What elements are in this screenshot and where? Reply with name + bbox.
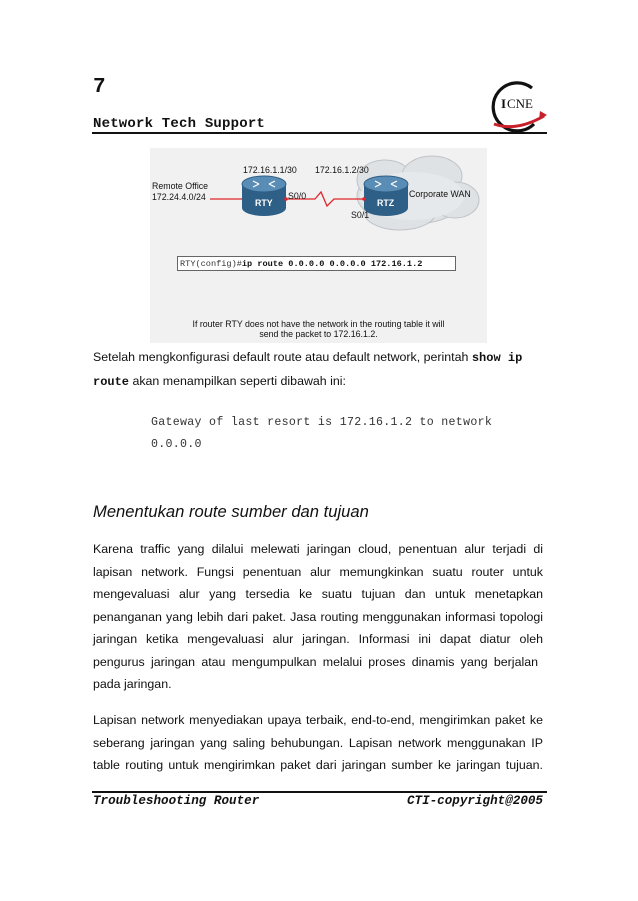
icne-logo: [486, 78, 548, 134]
corporate-wan-label: Corporate WAN: [409, 189, 471, 199]
header-title: Network Tech Support: [93, 116, 266, 132]
rtz-name-label: RTZ: [377, 198, 395, 208]
paragraph-1: [93, 538, 543, 696]
footer-left: Troubleshooting Router: [93, 794, 260, 808]
paragraph-line: Lapisan network menyediakan upaya terbaik, end-to-end, mengirimkan paket ke: [93, 713, 543, 727]
network-figure: [150, 148, 487, 343]
router-rtz-icon: [364, 176, 408, 216]
figure-caption: [150, 319, 487, 339]
remote-network-label: 172.24.4.0/24: [152, 192, 206, 202]
intro-text-2: akan menampilkan seperti dibawah ini:: [129, 373, 346, 388]
code-line-2: 0.0.0.0: [151, 438, 202, 451]
topology-diagram: [150, 148, 487, 343]
paragraph-line: Karena traffic yang dilalui melewati jaringan cloud, penentuan alur terjadi di: [93, 542, 543, 556]
logo-text: CNE: [507, 96, 533, 111]
command-prompt: RTY(config)#: [180, 259, 242, 269]
rtz-ip-label: 172.16.1.2/30: [315, 165, 369, 175]
paragraph-line: jaringan ketika mengevaluasi alur jaringan. Informasi ini dapat diatur oleh: [93, 632, 543, 646]
command-text: ip route 0.0.0.0 0.0.0.0 172.16.1.2: [241, 259, 423, 269]
intro-text-1: Setelah mengkonfigurasi default route atau default network, perintah: [93, 350, 472, 364]
paragraph-line: pada jaringan.: [93, 677, 172, 691]
intro-command-1: show ip: [471, 351, 523, 365]
section-heading: Menentukan route sumber dan tujuan: [93, 502, 369, 521]
footer-right: CTI-copyright@2005: [406, 794, 543, 808]
paragraph-2: [93, 709, 543, 777]
remote-office-label: Remote Office: [152, 181, 209, 191]
paragraph-line: mengevaluasi alur yang tersedia ke suatu tujuan dan untuk menetapkan: [93, 587, 543, 601]
caption-line-2: send the packet to 172.16.1.2.: [259, 329, 378, 339]
svg-text:I: I: [501, 96, 507, 111]
caption-line-1: If router RTY does not have the network in the routing table it will: [192, 319, 445, 329]
router-rty-icon: [242, 176, 286, 216]
code-line-1: Gateway of last resort is 172.16.1.2 to network: [151, 416, 493, 429]
paragraph-line: table routing untuk mengirimkan paket dari jaringan sumber ke jaringan tujuan.: [93, 758, 543, 772]
command-box: [177, 256, 456, 271]
rty-name-label: RTY: [255, 198, 273, 208]
intro-command-2: route: [93, 374, 130, 389]
footer-rule: [92, 791, 547, 793]
header-rule: [92, 132, 547, 134]
rty-ip-label: 172.16.1.1/30: [243, 165, 297, 175]
paragraph-line: penanganan yang lebih dari paket. Jasa routing menggunakan informasi topologi: [93, 609, 543, 624]
paragraph-line: lapisan network. Fungsi penentuan alur memungkinkan suatu router untuk: [93, 564, 543, 579]
paragraph-line: pengurus jaringan atau mengumpulkan melalui proses dinamis yang berjalan: [93, 654, 538, 669]
paragraph-line: seberang jaringan yang saling behubungan. Lapisan network menggunakan IP: [93, 735, 543, 750]
rtz-interface-label: S0/1: [351, 210, 370, 220]
page-number: 7: [93, 76, 106, 99]
intro-paragraph: [93, 346, 543, 393]
rty-interface-label: S0/0: [288, 191, 307, 201]
